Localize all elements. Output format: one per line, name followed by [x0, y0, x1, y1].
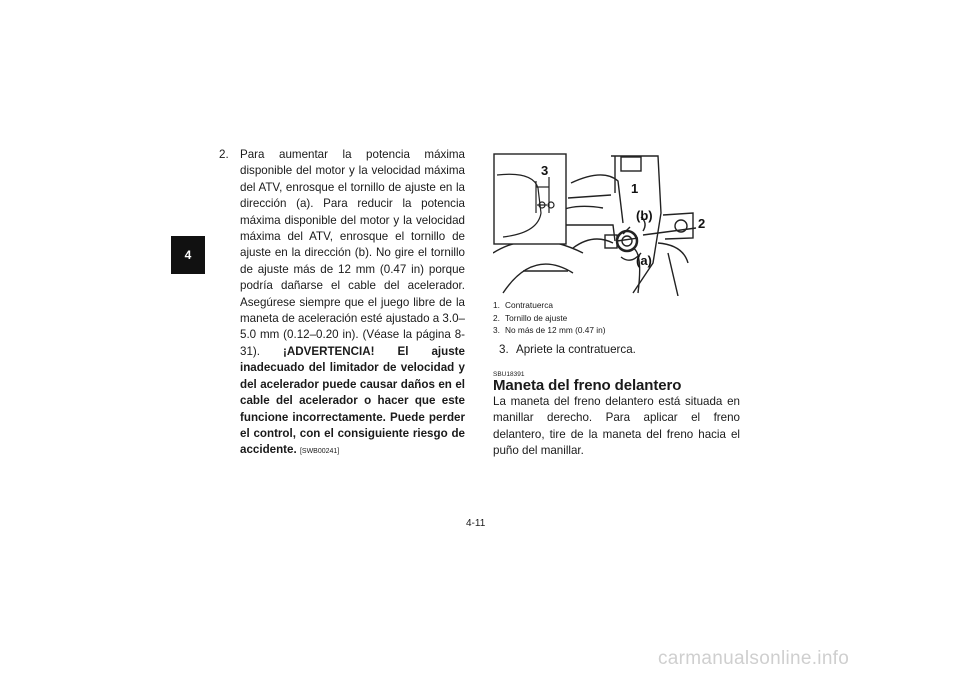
caption-number: 1.: [493, 300, 500, 310]
caption-item: [493, 312, 606, 325]
warning-code: [SWB00241]: [299, 448, 340, 456]
label-2: 2: [698, 216, 706, 231]
step-3: [499, 343, 636, 356]
caption-text: Contratuerca: [505, 300, 553, 310]
step-2-body: Para aumentar la potencia máxima disponible del motor y la velocidad máxima del ATV, enrosque el tornillo de ajuste en la dirección (a). Para reducir la potencia máxima disponible del motor y la velocidad máxima del ATV, enrosque el tornillo de ajuste en la dirección (b). No gire el tornillo de ajuste más de 12 mm (0.47 in) porque podría dañarse el cable del acelerador. Asegúrese siempre que el juego libre de la maneta de aceleración esté ajustado a 3.0–5.0 mm (0.12–0.20 in). (Véase la página 8-31).: [240, 148, 465, 358]
step-3-text: Apriete la contratuerca.: [516, 343, 636, 356]
caption-number: 2.: [493, 312, 500, 323]
watermark: carmanualsonline.info: [658, 648, 850, 669]
section-code: SBU18391: [493, 371, 525, 378]
caption-text: Tornillo de ajuste: [505, 312, 568, 323]
step-2-text: [240, 147, 465, 461]
label-1: 1: [631, 181, 639, 196]
label-b: (b): [636, 208, 653, 223]
throttle-adjustment-illustration: [493, 153, 740, 296]
figure-captions: [493, 299, 606, 337]
label-3: 3: [541, 163, 549, 178]
step-number: 2.: [219, 148, 229, 161]
caption-number: 3.: [493, 325, 500, 336]
label-a: (a): [636, 253, 652, 268]
caption-item: [493, 324, 606, 337]
illustration-svg: [493, 153, 740, 296]
caption-item: [493, 299, 606, 312]
section-heading: Maneta del freno delantero: [493, 377, 682, 394]
step-number: 3.: [499, 343, 509, 356]
chapter-tab: 4: [171, 236, 205, 274]
section-body: La maneta del freno delantero está situada en manillar derecho. Para aplicar el freno delantero, tire de la maneta del freno hacia el puño del manillar.: [493, 395, 740, 458]
caption-text: No más de 12 mm (0.47 in): [505, 325, 606, 336]
step-2: [219, 147, 465, 461]
page-number: 4-11: [466, 518, 486, 529]
warning-text: ¡ADVERTENCIA! El ajuste inadecuado del limitador de velocidad y del acelerador puede causar daños en el cable del acelerador o hacer que este funcione incorrectamente. Puede perder el control, con el consiguiente riesgo de accidente.: [240, 344, 465, 457]
